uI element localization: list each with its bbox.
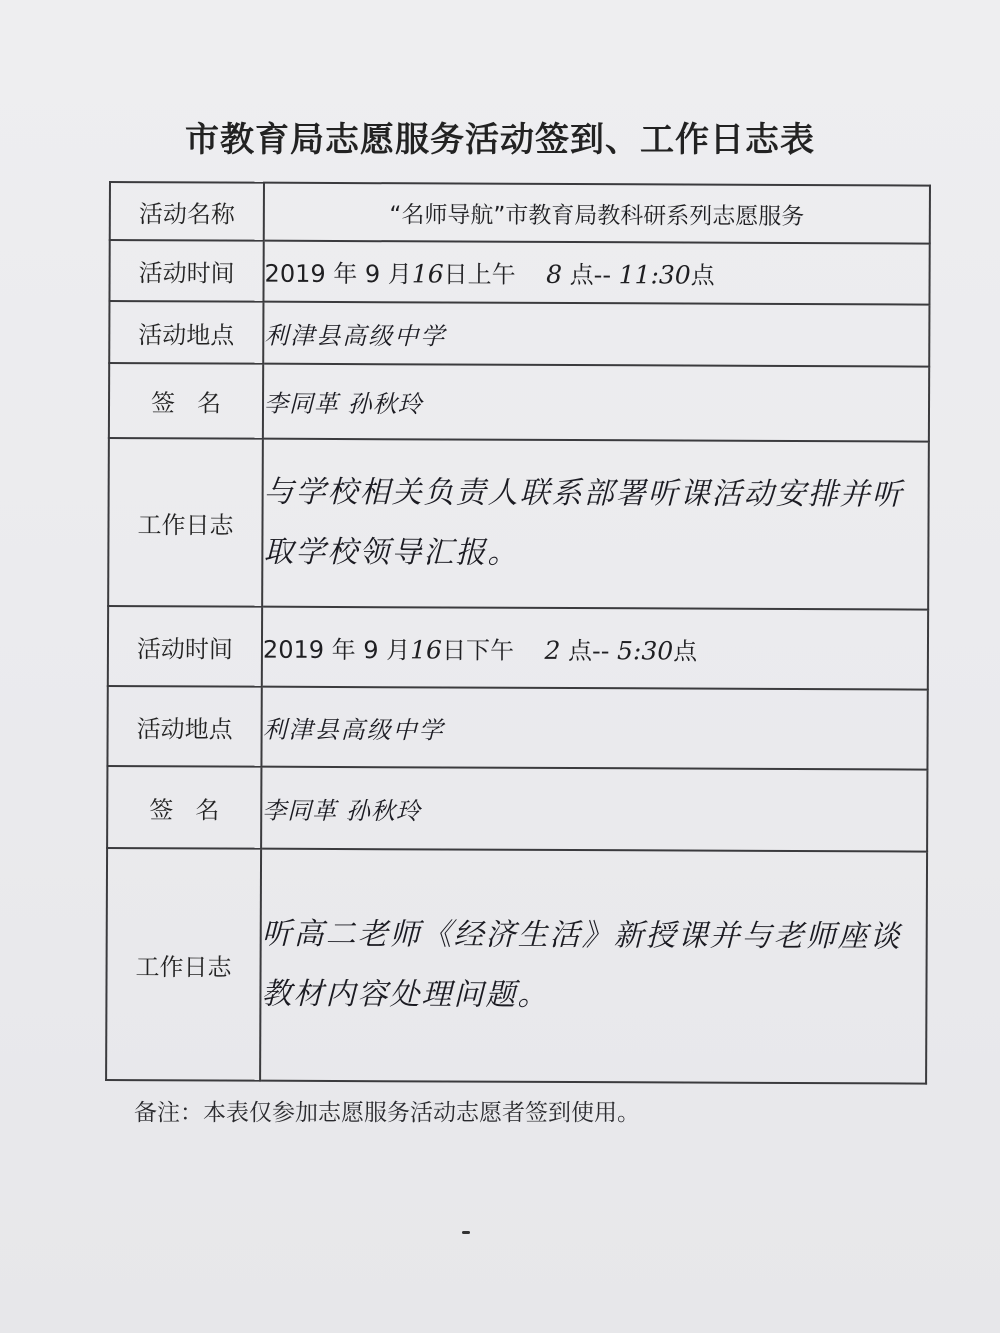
- time-value-2: [262, 607, 928, 690]
- row-time-2: [108, 606, 928, 690]
- place-label-1: 活动地点: [109, 301, 263, 364]
- form-title: 市教育局志愿服务活动签到、工作日志表: [185, 120, 815, 160]
- time-day-1: 16: [411, 259, 444, 289]
- time-printed-2: 2019 年 9 月: [262, 635, 411, 664]
- time-label-2: 活动时间: [108, 606, 262, 687]
- place-value-2: 利津县高级中学: [261, 687, 927, 770]
- row-activity-name: [110, 182, 930, 244]
- time-period-1: 日上午: [443, 260, 516, 289]
- sign-label-2: 签名: [107, 766, 261, 849]
- place-value-1: 利津县高级中学: [263, 302, 929, 367]
- time-label-1: 活动时间: [109, 240, 263, 302]
- time-sep-2: 点--: [568, 636, 610, 665]
- row-place-1: [109, 301, 929, 367]
- log-label-2: 工作日志: [106, 848, 261, 1081]
- place-label-2: 活动地点: [107, 686, 261, 767]
- row-time-1: [109, 240, 929, 305]
- sign-in-log-table: [105, 181, 931, 1085]
- time-start-2: 2: [544, 635, 561, 665]
- row-sign-2: [107, 766, 927, 852]
- log-label-1: 工作日志: [108, 438, 263, 607]
- time-unit-2: 点: [673, 636, 698, 666]
- signatures-1: 李同革 孙秋玲: [263, 364, 929, 442]
- time-value-1: [263, 241, 929, 305]
- time-period-2: 日下午: [441, 635, 515, 665]
- ink-speck: [462, 1231, 470, 1234]
- row-sign-1: [109, 363, 929, 442]
- time-end-1: 11:30: [618, 260, 691, 290]
- time-end-2: 5:30: [616, 635, 674, 665]
- log-value-2: 听高二老师《经济生活》新授课并与老师座谈教材内容处理问题。: [260, 849, 927, 1084]
- activity-name-label: 活动名称: [110, 182, 264, 241]
- row-place-2: [107, 686, 927, 770]
- time-unit-1: 点: [690, 261, 715, 290]
- signatures-2: 李同革 孙秋玲: [261, 767, 927, 852]
- sign-label-1: 签名: [109, 363, 263, 439]
- footnote: 备注：本表仅参加志愿服务活动志愿者签到使用。: [134, 1100, 640, 1126]
- time-day-2: 16: [410, 634, 443, 664]
- time-start-1: 8: [546, 259, 563, 289]
- activity-name-value: “名师导航”市教育局教科研系列志愿服务: [264, 183, 930, 244]
- row-log-2: [106, 848, 927, 1084]
- log-value-1: 与学校相关负责人联系部署听课活动安排并听取学校领导汇报。: [262, 439, 929, 610]
- row-log-1: [108, 438, 929, 610]
- time-printed-1: 2019 年 9 月: [264, 259, 412, 289]
- time-sep-1: 点--: [569, 261, 612, 290]
